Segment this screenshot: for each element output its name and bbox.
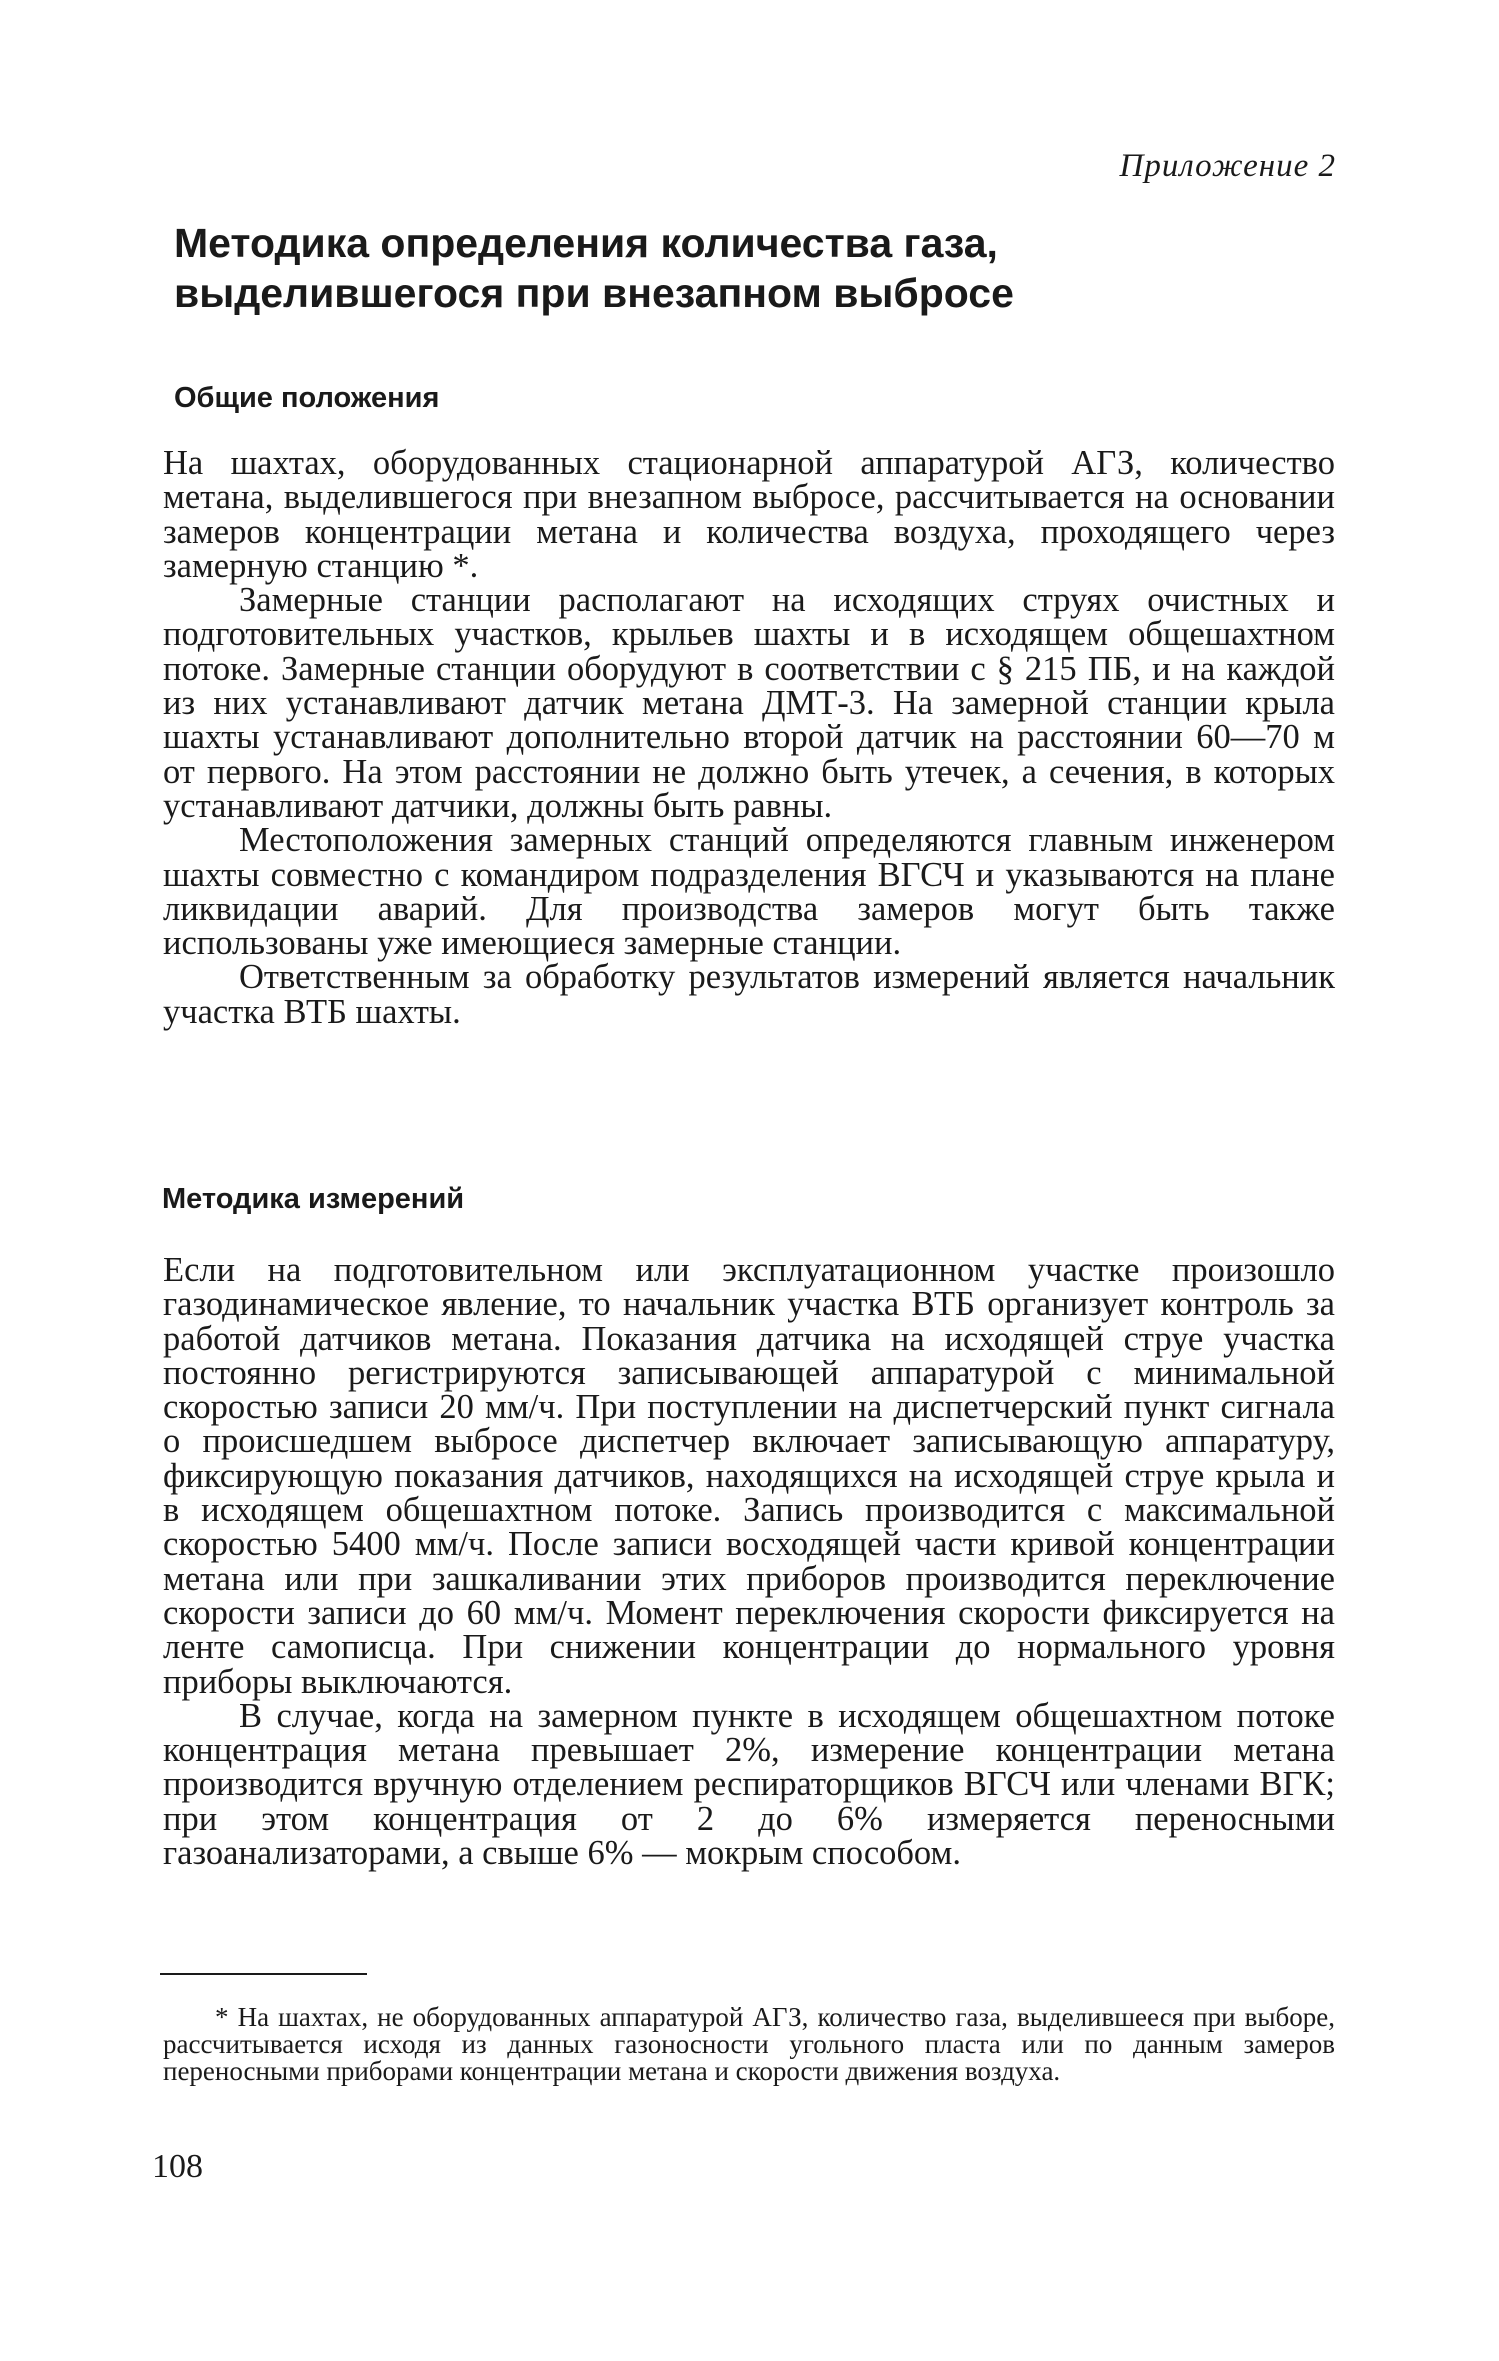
paragraph: В случае, когда на замерном пункте в исходящем общешахтном потоке концентрация метана превышает 2%, измерение концентрации метана производится вручную отделением респираторщиков ВГСЧ или членами ВГК; при этом концентрация от 2 до 6% измеряется переносными газоанализаторами, а свыше 6% — мокрым способом. bbox=[163, 1696, 1335, 1873]
section-body-general bbox=[163, 446, 1335, 1029]
title-line-1: Методика определения количества газа, bbox=[174, 220, 998, 266]
appendix-label: Приложение 2 bbox=[1119, 148, 1336, 184]
paragraph: Ответственным за обработку результатов измерений является начальник участка ВТБ шахты. bbox=[163, 958, 1335, 1031]
paragraph: На шахтах, оборудованных стационарной аппаратурой АГЗ, количество метана, выделившегося при внезапном выбросе, рассчитывается на основании замеров концентрации метана и количества воздуха, проходящего через замерную станцию *. bbox=[163, 444, 1335, 585]
paragraph: Замерные станции располагают на исходящих струях очистных и подготовительных участков, крыльев шахты и в исходящем общешахтном потоке. Замерные станции оборудуют в соответствии с § 215 ПБ, и на каждой из них устанавливают датчик метана ДМТ-3. На замерной станции крыла шахты устанавливают дополнительно второй датчик на расстоянии 60—70 м от первого. На этом расстоянии не должно быть утечек, а сечения, в которых устанавливают датчики, должны быть равны. bbox=[163, 581, 1335, 825]
page-title bbox=[174, 218, 1324, 318]
paragraph: Если на подготовительном или эксплуатационном участке произошло газодинамическое явление, то начальник участка ВТБ организует контроль за работой датчиков метана. Показания датчика на исходящей струе участка постоянно регистрируются записывающей аппаратурой с минимальной скоростью записи 20 мм/ч. При поступлении на диспетчерский пункт сигнала о происшедшем выбросе диспетчер включает записывающую аппаратуру, фиксирующую показания датчиков, находящихся на исходящей струе крыла и в исходящем общешахтном потоке. Запись производится с максимальной скоростью 5400 мм/ч. После записи восходящей части кривой концентрации метана или при зашкаливании этих приборов производится переключение скорости записи до 60 мм/ч. Момент переключения скорости фиксируется на ленте самописца. При снижении концентрации до нормального уровня приборы выключаются. bbox=[163, 1251, 1335, 1701]
title-line-2: выделившегося при внезапном выбросе bbox=[174, 270, 1014, 316]
section-body-methodology bbox=[163, 1251, 1335, 1873]
footnote bbox=[163, 2004, 1335, 2085]
footnote-text: * На шахтах, не оборудованных аппаратурой АГЗ, количество газа, выделившееся при выборе, рассчитывается исходя из данных газоносности угольного пласта или по данным замеров переносными приборами концентрации метана и скорости движения воздуха. bbox=[163, 2002, 1335, 2086]
page-number: 108 bbox=[152, 2148, 203, 2185]
footnote-divider bbox=[160, 1973, 367, 1975]
paragraph: Местоположения замерных станций определяются главным инженером шахты совместно с командиром подразделения ВГСЧ и указываются на плане ликвидации аварий. Для производства замеров могут быть также использованы уже имеющиеся замерные станции. bbox=[163, 821, 1335, 963]
section-heading-general: Общие положения bbox=[174, 382, 440, 414]
section-heading-methodology: Методика измерений bbox=[162, 1183, 465, 1215]
